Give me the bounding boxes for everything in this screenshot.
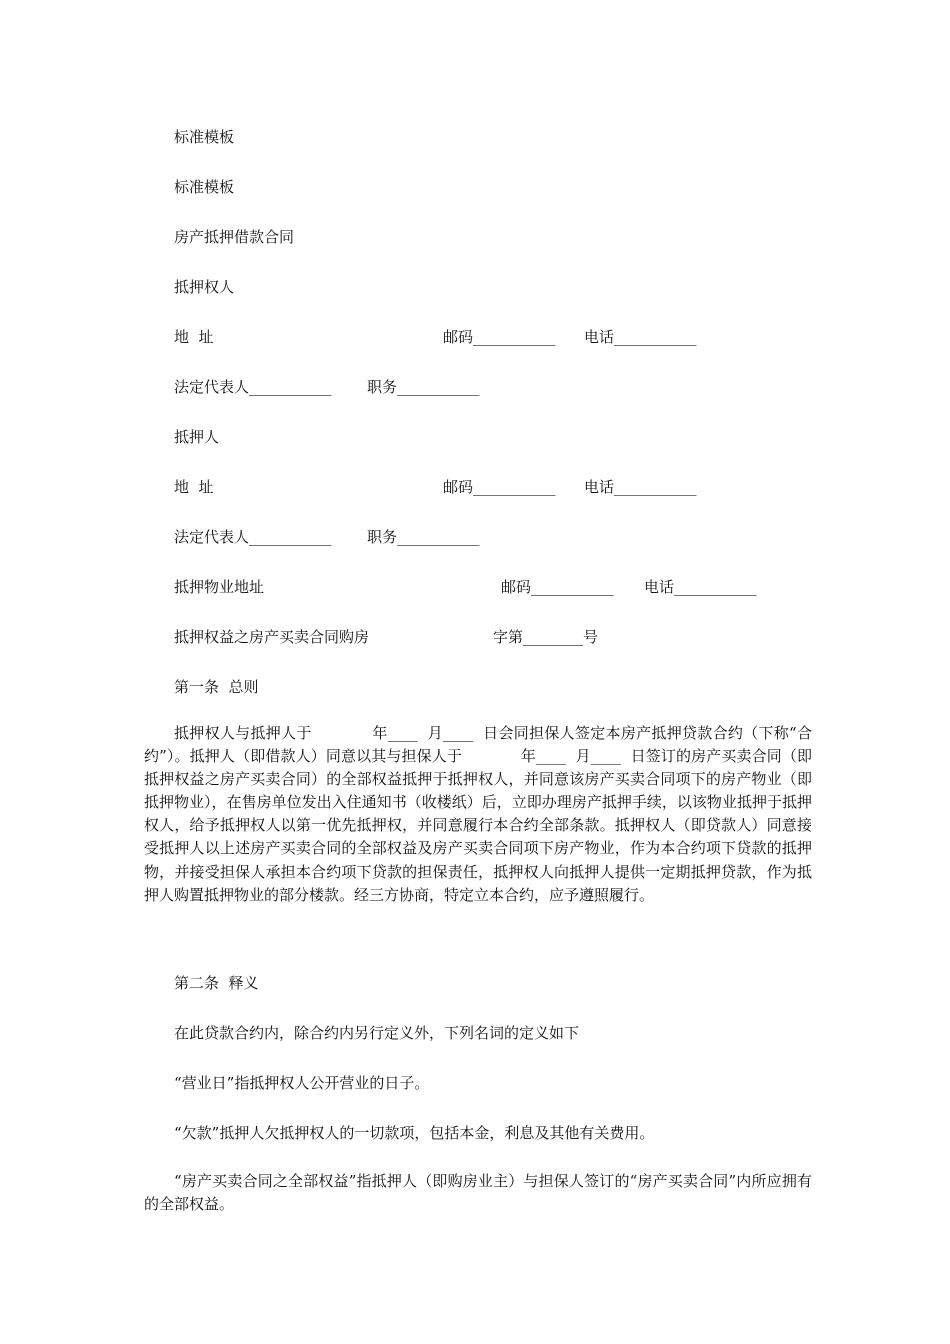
property-postcode-field: 邮码___________	[501, 578, 614, 596]
mortgagee-heading: 抵押权人	[174, 278, 235, 296]
mortgagor-address-label: 地 址	[174, 478, 214, 496]
mortgagee-address-label: 地 址	[174, 328, 214, 346]
mortgagee-legal-rep-field: 法定代表人___________	[174, 378, 332, 396]
mortgagee-position-field: 职务___________	[367, 378, 480, 396]
article-1-heading: 第一条 总则	[174, 678, 259, 696]
document-title: 房产抵押借款合同	[174, 228, 295, 246]
mortgagor-heading: 抵押人	[174, 428, 220, 446]
article-2-intro: 在此贷款合约内，除合约内另行定义外，下列名词的定义如下	[174, 1024, 580, 1042]
mortgagor-position-field: 职务___________	[367, 528, 480, 546]
rights-contract-number-field: 字第________号	[493, 628, 599, 646]
mortgagor-postcode-field: 邮码___________	[443, 478, 556, 496]
mortgagee-phone-field: 电话___________	[584, 328, 697, 346]
header-label-2: 标准模板	[174, 178, 235, 196]
mortgagor-phone-field: 电话___________	[584, 478, 697, 496]
definition-business-day: “营业日”指抵押权人公开营业的日子。	[174, 1074, 430, 1092]
property-address-label: 抵押物业地址	[174, 578, 265, 596]
mortgagee-postcode-field: 邮码___________	[443, 328, 556, 346]
header-label-1: 标准模板	[174, 128, 235, 146]
mortgagee-rep-row	[174, 377, 774, 457]
mortgagor-legal-rep-field: 法定代表人___________	[174, 528, 332, 546]
article-1-paragraph: 抵押权人与抵押人于 年____ 月____ 日会同担保人签定本房产抵押贷款合约（下称“合约”）。抵押人（即借款人）同意以其与担保人于 年____ 月____ 日签订的房产买卖合同（即抵押权益之房产买卖合同）的全部权益抵押于抵押权人，并同意该房产买卖合同项下的房产物业（即抵押物业），在售房单位发出入住通知书（收楼纸）后，立即办理房产抵押手续，以该物业抵押于抵押权人，给予抵押权人以第一优先抵押权，并同意履行本合约全部条款。抵押权人（即贷款人）同意接受抵押人以上述房产买卖合同的全部权益及房产买卖合同项下房产物业，作为本合约项下贷款的抵押物，并接受担保人承担本合约项下贷款的担保责任，抵押权人向抵押人提供一定期抵押贷款，作为抵押人购置抵押物业的部分楼款。经三方协商，特定立本合约，应予遵照履行。	[144, 724, 812, 904]
property-phone-field: 电话___________	[644, 578, 757, 596]
article-2-heading: 第二条 释义	[174, 974, 259, 992]
rights-contract-row	[174, 627, 774, 707]
definition-debt: “欠款”抵押人欠抵押权人的一切款项，包括本金，利息及其他有关费用。	[174, 1124, 655, 1142]
definition-full-rights: “房产买卖合同之全部权益”指抵押人（即购房业主）与担保人签订的“房产买卖合同”内所应拥有的全部权益。	[144, 1172, 812, 1214]
rights-contract-label: 抵押权益之房产买卖合同购房	[174, 628, 370, 646]
